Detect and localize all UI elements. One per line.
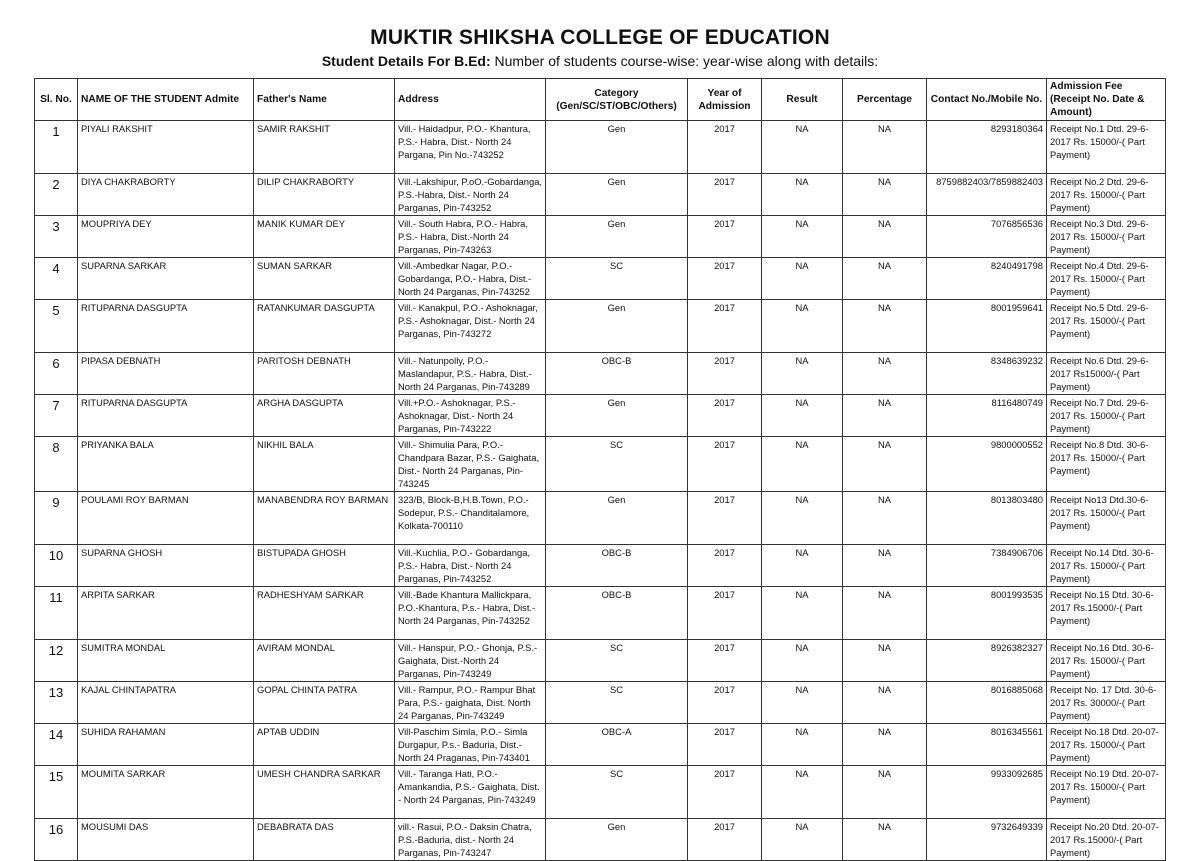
row-category: SC	[546, 437, 688, 492]
row-category: OBC-B	[546, 587, 688, 640]
row-father-name: GOPAL CHINTA PATRA	[254, 682, 395, 724]
document-title: MUKTIR SHIKSHA COLLEGE OF EDUCATION	[370, 26, 830, 49]
row-year: 2017	[688, 300, 762, 353]
row-result: NA	[762, 766, 843, 819]
row-student-name: SUPARNA SARKAR	[78, 258, 254, 300]
row-category: SC	[546, 640, 688, 682]
row-admission-fee: Receipt No13 Dtd.30-6-2017 Rs. 15000/-( Part Payment)	[1047, 492, 1166, 545]
row-year: 2017	[688, 258, 762, 300]
row-result: NA	[762, 819, 843, 861]
row-percentage: NA	[843, 300, 927, 353]
row-contact: 8348639232	[927, 353, 1047, 395]
row-contact: 8001993535	[927, 587, 1047, 640]
row-percentage: NA	[843, 258, 927, 300]
row-percentage: NA	[843, 682, 927, 724]
row-student-name: MOUMITA SARKAR	[78, 766, 254, 819]
row-contact: 9933092685	[927, 766, 1047, 819]
header-contact: Contact No./Mobile No.	[927, 79, 1047, 121]
row-address: Vill.-Ambedkar Nagar, P.O.- Gobardanga, P.O.- Habra, Dist.- North 24 Parganas, Pin-743252	[395, 258, 546, 300]
row-address: Vill.- South Habra, P.O.- Habra, P.S.- Habra, Dist.-North 24 Parganas, Pin-743263	[395, 216, 546, 258]
row-father-name: RADHESHYAM SARKAR	[254, 587, 395, 640]
row-admission-fee: Receipt No.1 Dtd. 29-6-2017 Rs. 15000/-( Part Payment)	[1047, 121, 1166, 174]
row-sl-no: 3	[35, 216, 78, 258]
row-result: NA	[762, 587, 843, 640]
row-percentage: NA	[843, 640, 927, 682]
row-category: SC	[546, 258, 688, 300]
row-father-name: ARGHA DASGUPTA	[254, 395, 395, 437]
row-sl-no: 4	[35, 258, 78, 300]
row-address: Vill.-Lakshipur, P.oO.-Gobardanga, P.S.-Habra, Dist.- North 24 Parganas, Pin-743252	[395, 174, 546, 216]
row-contact: 7384906706	[927, 545, 1047, 587]
row-contact: 8293180364	[927, 121, 1047, 174]
row-father-name: AVIRAM MONDAL	[254, 640, 395, 682]
row-address: Vill.-Bade Khantura Mallickpara, P.O.-Khantura, P.s.- Habra, Dist.- North 24 Parganas, Pin-743252	[395, 587, 546, 640]
row-result: NA	[762, 300, 843, 353]
row-year: 2017	[688, 766, 762, 819]
row-year: 2017	[688, 395, 762, 437]
row-result: NA	[762, 724, 843, 766]
row-category: Gen	[546, 121, 688, 174]
row-father-name: SUMAN SARKAR	[254, 258, 395, 300]
row-sl-no: 12	[35, 640, 78, 682]
header-address: Address	[395, 79, 546, 121]
row-father-name: MANIK KUMAR DEY	[254, 216, 395, 258]
row-contact: 8240491798	[927, 258, 1047, 300]
header-category: Category (Gen/SC/ST/OBC/Others)	[546, 79, 688, 121]
header-sl: Sl. No.	[35, 79, 78, 121]
row-result: NA	[762, 437, 843, 492]
row-year: 2017	[688, 437, 762, 492]
row-percentage: NA	[843, 174, 927, 216]
row-sl-no: 8	[35, 437, 78, 492]
row-year: 2017	[688, 121, 762, 174]
row-admission-fee: Receipt No.20 Dtd. 20-07-2017 Rs.15000/-( Part Payment)	[1047, 819, 1166, 861]
row-sl-no: 14	[35, 724, 78, 766]
row-student-name: POULAMI ROY BARMAN	[78, 492, 254, 545]
row-admission-fee: Receipt No. 17 Dtd. 30-6-2017 Rs. 30000/-( Part Payment)	[1047, 682, 1166, 724]
header-result: Result	[762, 79, 843, 121]
row-result: NA	[762, 258, 843, 300]
row-father-name: MANABENDRA ROY BARMAN	[254, 492, 395, 545]
row-father-name: BISTUPADA GHOSH	[254, 545, 395, 587]
row-year: 2017	[688, 587, 762, 640]
header-name: NAME OF THE STUDENT Admite	[78, 79, 254, 121]
row-result: NA	[762, 353, 843, 395]
row-percentage: NA	[843, 492, 927, 545]
row-percentage: NA	[843, 819, 927, 861]
row-result: NA	[762, 492, 843, 545]
table-row	[35, 587, 1166, 640]
header-year: Year of Admission	[688, 79, 762, 121]
row-admission-fee: Receipt No.16 Dtd. 30-6-2017 Rs. 15000/-( Part Payment)	[1047, 640, 1166, 682]
row-sl-no: 1	[35, 121, 78, 174]
row-admission-fee: Receipt No.5 Dtd. 29-6-2017 Rs. 15000/-( Part Payment)	[1047, 300, 1166, 353]
row-admission-fee: Receipt No.7 Dtd. 29-6-2017 Rs. 15000/-( Part Payment)	[1047, 395, 1166, 437]
row-percentage: NA	[843, 216, 927, 258]
header-percentage: Percentage	[843, 79, 927, 121]
row-sl-no: 15	[35, 766, 78, 819]
row-student-name: ARPITA SARKAR	[78, 587, 254, 640]
row-student-name: SUHIDA RAHAMAN	[78, 724, 254, 766]
table-row	[35, 640, 1166, 682]
table-row	[35, 492, 1166, 545]
row-sl-no: 13	[35, 682, 78, 724]
row-category: SC	[546, 766, 688, 819]
row-result: NA	[762, 640, 843, 682]
row-sl-no: 16	[35, 819, 78, 861]
row-sl-no: 6	[35, 353, 78, 395]
table-row	[35, 724, 1166, 766]
row-student-name: MOUSUMI DAS	[78, 819, 254, 861]
row-contact: 9732649339	[927, 819, 1047, 861]
row-percentage: NA	[843, 766, 927, 819]
row-address: Vill-Paschim Simla, P.O.- Simla Durgapur, P.s.- Baduria, Dist.- North 24 Praganas, Pin-743401	[395, 724, 546, 766]
row-father-name: DEBABRATA DAS	[254, 819, 395, 861]
row-student-name: MOUPRIYA DEY	[78, 216, 254, 258]
row-year: 2017	[688, 174, 762, 216]
row-student-name: PRIYANKA BALA	[78, 437, 254, 492]
table-row	[35, 300, 1166, 353]
row-percentage: NA	[843, 437, 927, 492]
row-percentage: NA	[843, 545, 927, 587]
row-student-name: PIYALI RAKSHIT	[78, 121, 254, 174]
row-sl-no: 11	[35, 587, 78, 640]
row-result: NA	[762, 121, 843, 174]
row-student-name: PIPASA DEBNATH	[78, 353, 254, 395]
row-address: Vill.+P.O.- Ashoknagar, P.S.- Ashoknagar, Dist.- North 24 Parganas, Pin-743222	[395, 395, 546, 437]
table-row	[35, 545, 1166, 587]
row-admission-fee: Receipt No.8 Dtd. 30-6-2017 Rs. 15000/-( Part Payment)	[1047, 437, 1166, 492]
row-result: NA	[762, 682, 843, 724]
row-category: Gen	[546, 492, 688, 545]
row-category: SC	[546, 682, 688, 724]
row-father-name: UMESH CHANDRA SARKAR	[254, 766, 395, 819]
row-year: 2017	[688, 682, 762, 724]
row-admission-fee: Receipt No.6 Dtd. 29-6-2017 Rs15000/-( Part Payment)	[1047, 353, 1166, 395]
row-sl-no: 5	[35, 300, 78, 353]
row-address: Vill.- Kanakpul, P.O.- Ashoknagar, P.S.- Ashoknagar, Dist.- North 24 Parganas, Pin-743272	[395, 300, 546, 353]
row-year: 2017	[688, 216, 762, 258]
table-row	[35, 353, 1166, 395]
row-category: Gen	[546, 216, 688, 258]
row-address: 323/B, Block-B,H.B.Town, P.O.- Sodepur, P.S.- Chanditalamore, Kolkata-700110	[395, 492, 546, 545]
row-category: Gen	[546, 395, 688, 437]
row-category: Gen	[546, 300, 688, 353]
subtitle-bold: Student Details For B.Ed:	[321, 53, 491, 69]
row-year: 2017	[688, 724, 762, 766]
table-row	[35, 819, 1166, 861]
table-row	[35, 395, 1166, 437]
row-address: vill.- Rasui, P.O.- Daksin Chatra, P.S.-Baduria, dist.- North 24 Parganas, Pin-743247	[395, 819, 546, 861]
row-percentage: NA	[843, 587, 927, 640]
row-address: Vill.-Kuchlia, P.O.- Gobardanga, P.S.- Habra, Dist.- North 24 Parganas, Pin-743252	[395, 545, 546, 587]
row-student-name: DIYA CHAKRABORTY	[78, 174, 254, 216]
header-fee: Admission Fee (Receipt No. Date & Amount)	[1047, 79, 1166, 121]
row-student-name: RITUPARNA DASGUPTA	[78, 395, 254, 437]
table-row	[35, 437, 1166, 492]
row-category: OBC-A	[546, 724, 688, 766]
row-sl-no: 2	[35, 174, 78, 216]
row-year: 2017	[688, 640, 762, 682]
table-row	[35, 121, 1166, 174]
row-father-name: DILIP CHAKRABORTY	[254, 174, 395, 216]
row-contact: 8016885068	[927, 682, 1047, 724]
row-contact: 8926382327	[927, 640, 1047, 682]
header-father: Father's Name	[254, 79, 395, 121]
row-father-name: APTAB UDDIN	[254, 724, 395, 766]
row-percentage: NA	[843, 353, 927, 395]
row-category: Gen	[546, 174, 688, 216]
row-father-name: PARITOSH DEBNATH	[254, 353, 395, 395]
row-contact: 9800000552	[927, 437, 1047, 492]
row-contact: 8016345561	[927, 724, 1047, 766]
row-sl-no: 10	[35, 545, 78, 587]
row-student-name: SUPARNA GHOSH	[78, 545, 254, 587]
row-student-name: SUMITRA MONDAL	[78, 640, 254, 682]
row-contact: 8116480749	[927, 395, 1047, 437]
row-student-name: RITUPARNA DASGUPTA	[78, 300, 254, 353]
student-table	[34, 78, 1166, 861]
table-row	[35, 766, 1166, 819]
row-address: Vill.- Haidadpur, P.O.- Khantura, P.S.- Habra, Dist.- North 24 Pargana, Pin No.-743252	[395, 121, 546, 174]
row-result: NA	[762, 395, 843, 437]
table-row	[35, 174, 1166, 216]
table-header-row	[35, 79, 1166, 121]
row-category: Gen	[546, 819, 688, 861]
row-category: OBC-B	[546, 545, 688, 587]
row-percentage: NA	[843, 724, 927, 766]
row-address: Vill.- Hanspur, P.O.- Ghonja, P.S.- Gaighata, Dist.-North 24 Parganas, Pin-743249	[395, 640, 546, 682]
table-row	[35, 258, 1166, 300]
row-contact: 7076856536	[927, 216, 1047, 258]
row-percentage: NA	[843, 395, 927, 437]
row-contact: 8759882403/7859882403	[927, 174, 1047, 216]
row-admission-fee: Receipt No.4 Dtd. 29-6-2017 Rs. 15000/-( Part Payment)	[1047, 258, 1166, 300]
row-admission-fee: Receipt No.15 Dtd. 30-6-2017 Rs.15000/-( Part Payment)	[1047, 587, 1166, 640]
row-address: Vill.- Natunpolly, P.O.- Maslandapur, P.S.- Habra, Dist.- North 24 Parganas, Pin-743289	[395, 353, 546, 395]
row-sl-no: 7	[35, 395, 78, 437]
document-subtitle	[0, 53, 1200, 69]
row-year: 2017	[688, 545, 762, 587]
table-row	[35, 682, 1166, 724]
row-contact: 8001959641	[927, 300, 1047, 353]
row-contact: 8013803480	[927, 492, 1047, 545]
row-admission-fee: Receipt No.18 Dtd. 20-07-2017 Rs. 15000/-( Part Payment)	[1047, 724, 1166, 766]
row-year: 2017	[688, 492, 762, 545]
row-year: 2017	[688, 353, 762, 395]
row-admission-fee: Receipt No.2 Dtd. 29-6-2017 Rs. 15000/-( Part Payment)	[1047, 174, 1166, 216]
row-admission-fee: Receipt No.3 Dtd. 29-6-2017 Rs. 15000/-( Part Payment)	[1047, 216, 1166, 258]
subtitle-rest: Number of students course-wise: year-wise along with details:	[490, 53, 879, 69]
row-admission-fee: Receipt No.19 Dtd. 20-07-2017 Rs. 15000/-( Part Payment)	[1047, 766, 1166, 819]
row-father-name: NIKHIL BALA	[254, 437, 395, 492]
row-address: Vill.- Rampur, P.O.- Rampur Bhat Para, P.S.- gaighata, Dist. North 24 Parganas, Pin-743249	[395, 682, 546, 724]
row-address: Vill.- Shimulia Para, P.O.- Chandpara Bazar, P.S.- Gaighata, Dist.- North 24 Parganas, Pin-743245	[395, 437, 546, 492]
row-result: NA	[762, 174, 843, 216]
row-year: 2017	[688, 819, 762, 861]
row-result: NA	[762, 216, 843, 258]
row-admission-fee: Receipt No.14 Dtd. 30-6-2017 Rs. 15000/-( Part Payment)	[1047, 545, 1166, 587]
row-father-name: RATANKUMAR DASGUPTA	[254, 300, 395, 353]
row-student-name: KAJAL CHINTAPATRA	[78, 682, 254, 724]
row-percentage: NA	[843, 121, 927, 174]
row-address: Vill.- Taranga Hati, P.O.- Amankandia, P.S.- Gaighata, Dist. - North 24 Parganas, Pin-743249	[395, 766, 546, 819]
table-row	[35, 216, 1166, 258]
row-sl-no: 9	[35, 492, 78, 545]
row-result: NA	[762, 545, 843, 587]
row-father-name: SAMIR RAKSHIT	[254, 121, 395, 174]
row-category: OBC-B	[546, 353, 688, 395]
